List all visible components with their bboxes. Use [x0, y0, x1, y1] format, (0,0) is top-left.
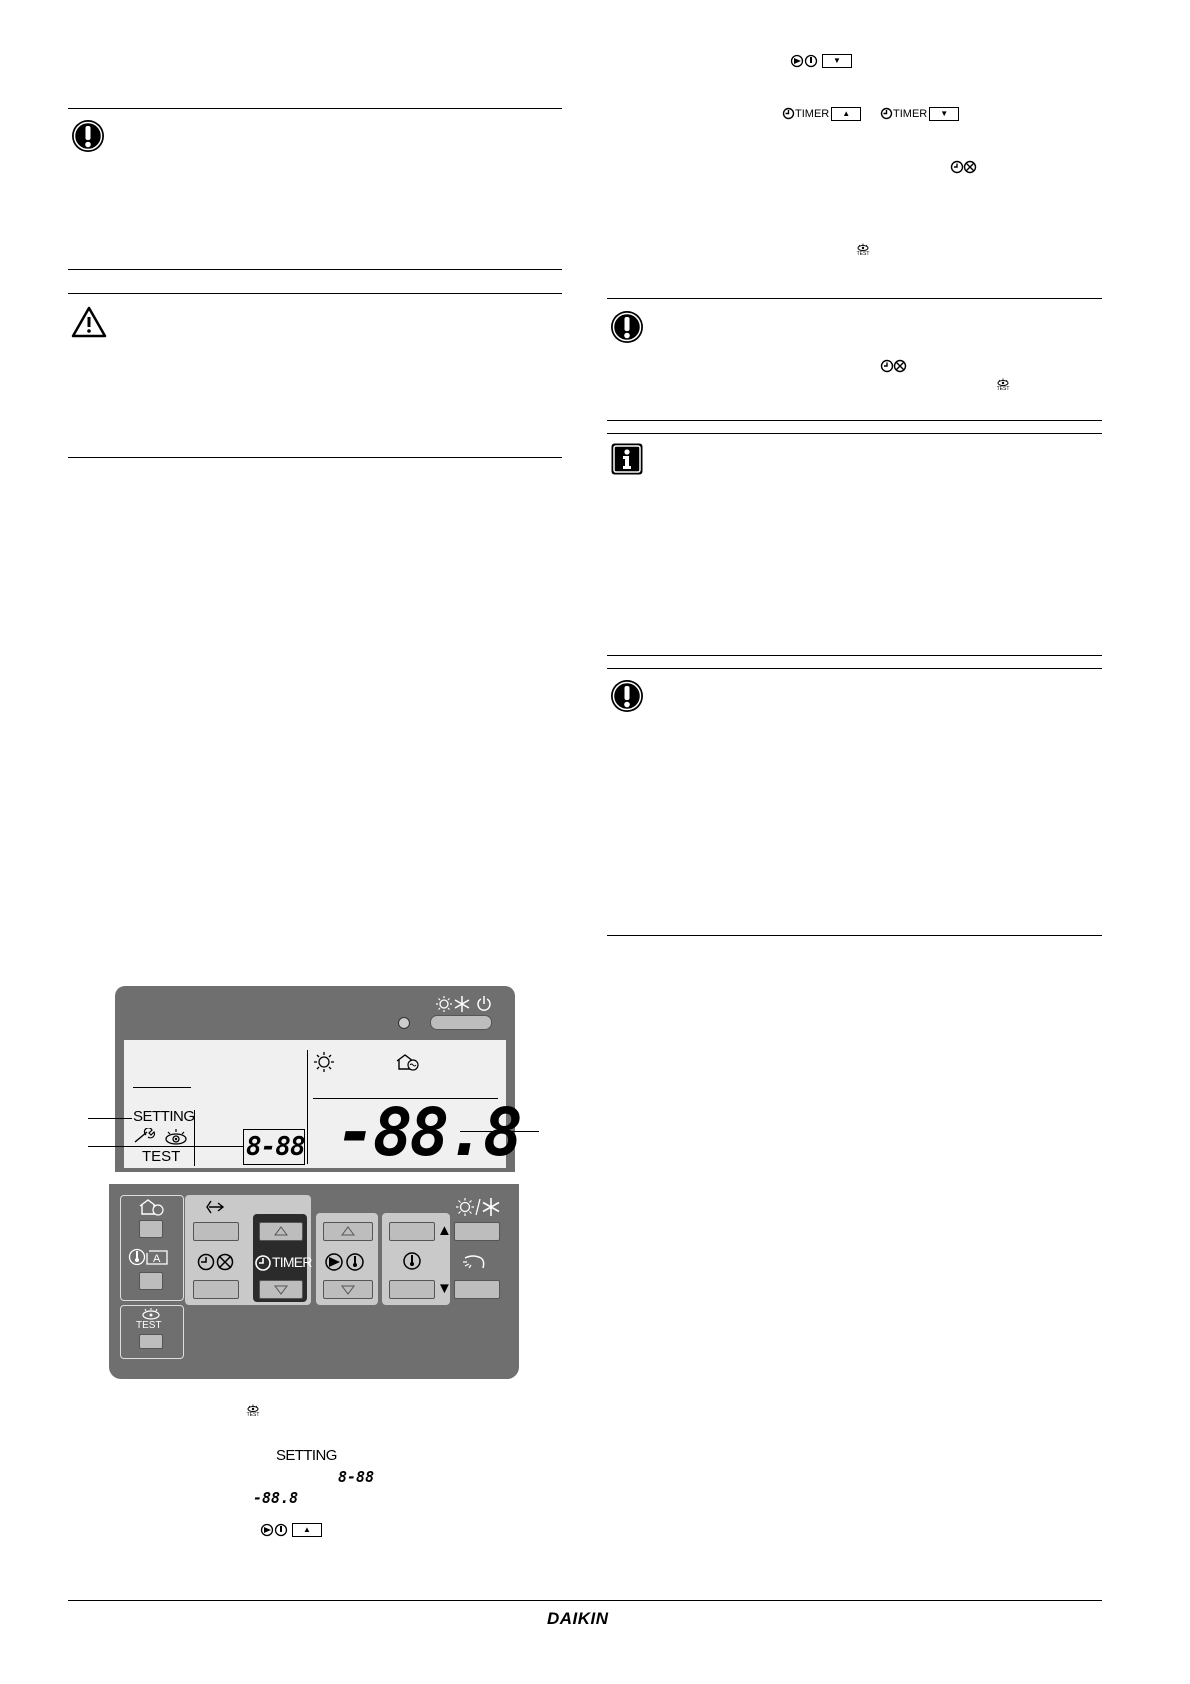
warning-triangle-icon [70, 305, 108, 339]
test-button[interactable] [139, 1334, 163, 1349]
test-button-label: TEST [136, 1320, 162, 1331]
inspection-test-mini: TEST [245, 1404, 261, 1418]
inline-timer-down: TIMER ▼ [880, 106, 959, 121]
lcd-small-digits: 8-88 [246, 1132, 305, 1162]
rule-notice2-end [607, 420, 1102, 421]
fan-temperature-icon [323, 1252, 369, 1272]
house-hot-water-icon [138, 1198, 166, 1216]
clock-icon [254, 1254, 272, 1272]
timer-cancel-button[interactable] [193, 1280, 239, 1299]
heating-sun-icon [313, 1051, 335, 1073]
timer-up-button[interactable] [259, 1222, 303, 1241]
heat-cool-switch-icon [455, 1196, 501, 1218]
rule-top-left [68, 108, 562, 109]
timer-button-label: TIMER [272, 1254, 312, 1270]
lcd-underline [133, 1087, 191, 1088]
instruction-setting-label: SETTING [276, 1447, 337, 1464]
daikin-logo: DAIKIN [547, 1609, 609, 1628]
quiet-mode-icon [461, 1252, 489, 1272]
lcd-big-digits: -88.8 [336, 1094, 520, 1171]
heat-cool-power-icon [435, 994, 491, 1014]
water-temp-up-button[interactable] [323, 1222, 373, 1241]
callout-line-setting [88, 1118, 132, 1119]
inline-fan-temp-up: ▲ [260, 1522, 322, 1537]
schedule-arrow-icon [205, 1198, 227, 1216]
info-icon [610, 442, 644, 476]
rule-info-end [607, 655, 1102, 656]
rule-notice3-start [607, 668, 1102, 669]
lcd-setting-label: SETTING [133, 1108, 195, 1125]
callout-line-small-digits [88, 1146, 244, 1147]
water-temp-down-button[interactable] [323, 1280, 373, 1299]
instruction-small-digits: 8-88 [338, 1468, 375, 1486]
wrench-icon [133, 1128, 157, 1144]
down-arrow-label: ▼ [437, 1280, 452, 1297]
lcd-divider [307, 1050, 308, 1164]
thermometer-icon [402, 1251, 422, 1271]
weather-dependent-button[interactable] [139, 1272, 163, 1290]
room-temp-down-button[interactable] [389, 1280, 435, 1299]
rule-notice-end [68, 269, 562, 270]
instruction-big-digits: -88.8 [253, 1489, 299, 1507]
room-temp-up-button[interactable] [389, 1222, 435, 1241]
quiet-mode-button[interactable] [454, 1280, 500, 1299]
inspection-eye-icon [140, 1308, 162, 1320]
inspection-test-mini: TEST [855, 243, 871, 257]
rule-notice3-end [607, 935, 1102, 936]
inspection-eye-icon [163, 1128, 189, 1146]
footer-rule [68, 1600, 1102, 1601]
rule-info-start [607, 433, 1102, 434]
temperature-auto-icon [127, 1247, 175, 1267]
on-off-button[interactable] [430, 1015, 492, 1030]
schedule-set-button[interactable] [193, 1222, 239, 1241]
exclamation-circle-icon [609, 309, 645, 345]
operation-led [398, 1017, 410, 1029]
exclamation-circle-icon [70, 118, 106, 154]
inspection-test-mini: TEST [995, 378, 1011, 392]
timer-down-button[interactable] [259, 1280, 303, 1299]
timer-cancel-icon [880, 359, 908, 373]
timer-cancel-icon [950, 160, 978, 174]
lcd-test-label: TEST [142, 1148, 181, 1165]
house-hot-water-icon [395, 1053, 421, 1071]
rule-caution-start [68, 293, 562, 294]
inline-fan-temp-down: ▼ [790, 53, 852, 68]
heat-cool-button[interactable] [454, 1222, 500, 1241]
svg-text:A: A [153, 1253, 161, 1265]
callout-line-big-digits [460, 1131, 539, 1132]
exclamation-circle-icon [609, 678, 645, 714]
timer-cancel-icon [196, 1252, 236, 1272]
rule-notice2-start [607, 298, 1102, 299]
hot-water-mode-button[interactable] [139, 1220, 163, 1238]
rule-caution-end [68, 457, 562, 458]
up-arrow-label: ▲ [437, 1222, 452, 1239]
inline-timer-up: TIMER ▲ [782, 106, 861, 121]
